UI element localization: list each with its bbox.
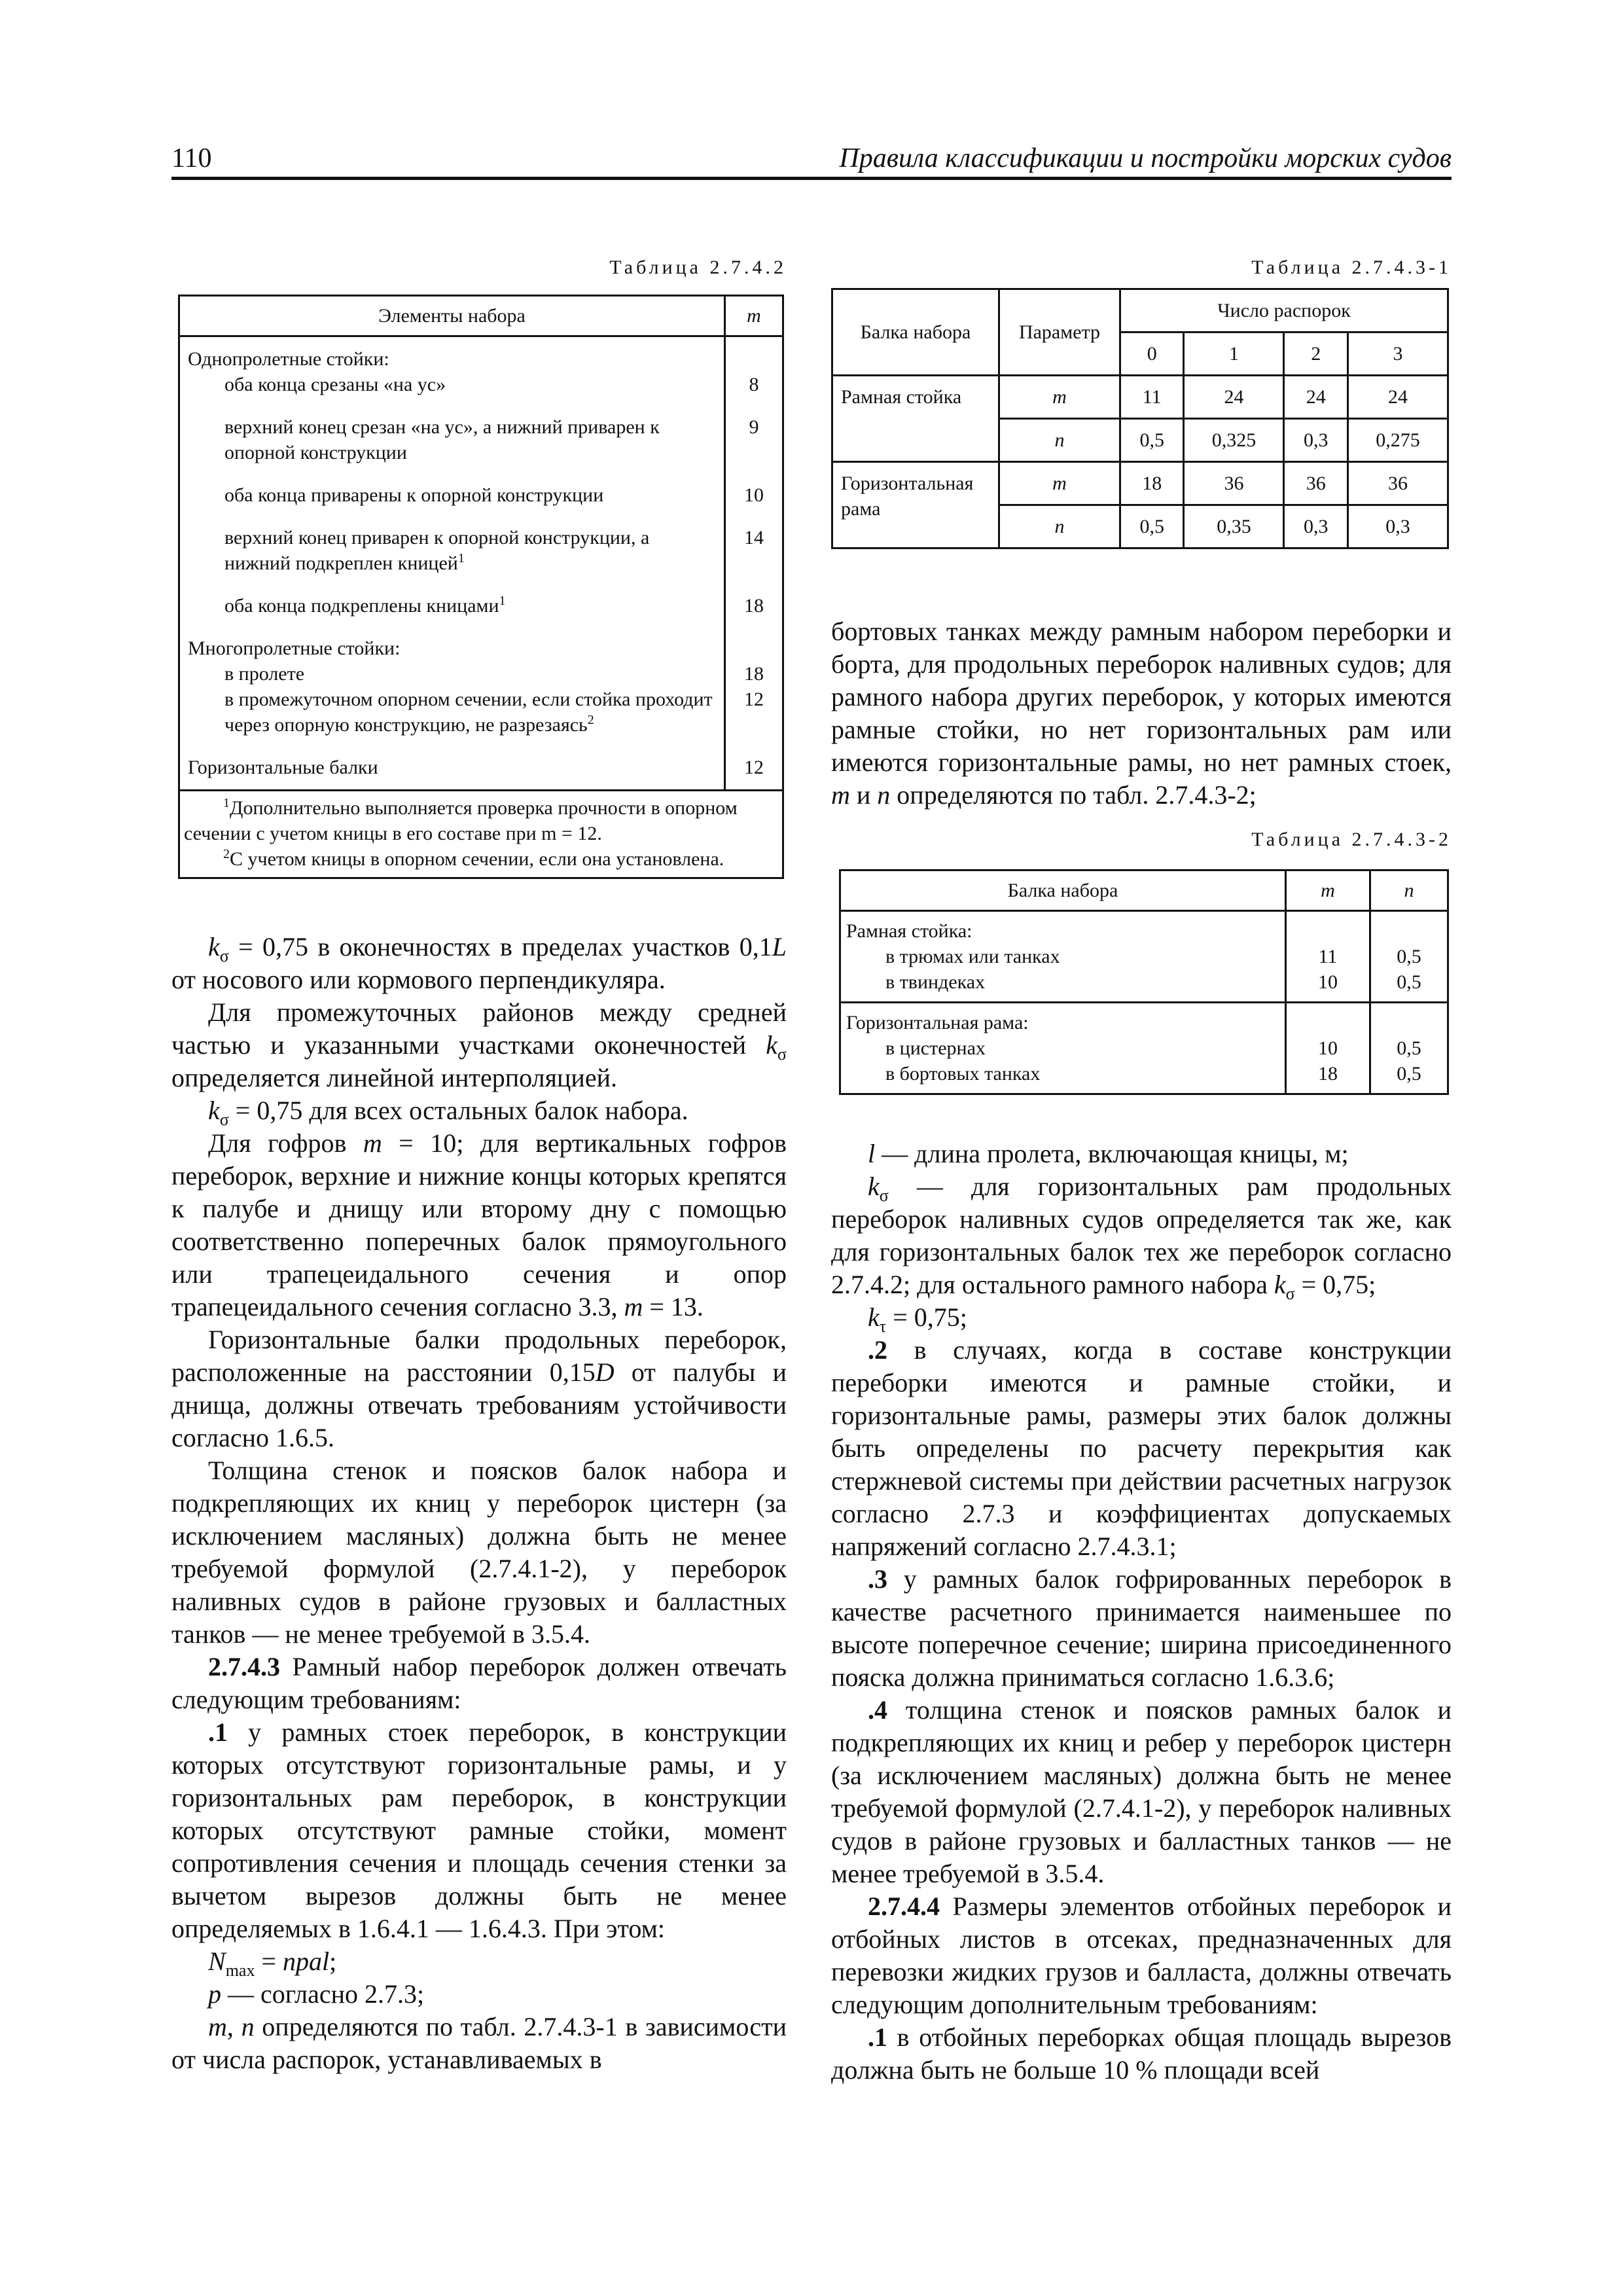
row-m: 10 <box>744 484 764 506</box>
table-row: n 0,5 0,325 0,3 0,275 <box>832 419 1448 462</box>
table1-header-m: m <box>725 296 783 336</box>
struts-2: 2 <box>1284 332 1347 376</box>
footnote-2: С учетом кницы в опорном сечении, если она установлена. <box>230 848 724 870</box>
row-text: верхний конец приварен к опорной конструкции, а нижний подкреплен кницей$^1$ <box>224 527 650 574</box>
row-m: 18 <box>744 595 764 617</box>
table3-header-n: n <box>1370 870 1448 911</box>
beam-frame-strut: Рамная стойка <box>832 376 999 462</box>
table2-header-beam: Балка набора <box>832 289 999 376</box>
row-m: 12 <box>744 757 764 778</box>
table-row <box>179 336 783 791</box>
row-text: в промежуточном опорном сечении, если стойка проходит через опорную конструкцию, не разрезаясь$^2$ <box>224 689 713 736</box>
struts-1: 1 <box>1184 332 1284 376</box>
beam-horizontal-frame: Горизонтальная рама <box>832 462 999 548</box>
struts-3: 3 <box>1347 332 1448 376</box>
row-m: 14 <box>744 527 764 548</box>
table2-header-param: Параметр <box>999 289 1120 376</box>
right-column-text-2: l — длина пролета, включающая кницы, м; $k_\sigma$ — для горизонтальных рам продольных переборок наливных судов определяется так же, как для горизонтальных балок тех же переборок согласно 2.7.4.2; для остального рамного набора $k_\sigma = 0,75$; $k_\tau = 0,75$; .2 в случаях, когда в составе конструкции переборки имеются и рамные стойки, и горизонтальные рамы, размеры этих балок должны быть определены по расчету перекрытия как стержневой системы при действии расчетных нагрузок согласно 2.7.3 и коэффициентах допускаемых напряжений согласно 2.7.4.3.1; .3 у рамных балок гофрированных переборок в качестве расчетного принимается наименьшее по высоте поперечное сечение; ширина присоединенного пояска должна приниматься согласно 1.6.3.6; .4 толщина стенок и поясков рамных балок и подкрепляющих их книц и ребер у переборок цистерн (за исключением масляных) должна быть не менее требуемой формулой (2.7.4.1-2), у переборок наливных судов в районе грузовых и балластных танков — не менее требуемой в 3.5.4. 2.7.4.4 Размеры элементов отбойных переборок и отбойных листов в отсеках, предназначенных для перевозки жидких грузов и балласта, должны отвечать следующим дополнительным требованиям: .1 в отбойных переборках общая площадь вырезов должна быть не больше 10 % площади всей <box>831 1139 1452 2085</box>
row-text: оба конца срезаны «на ус» <box>224 374 446 395</box>
header-rule <box>171 177 1452 180</box>
table3-header-beam: Балка набора <box>840 870 1286 911</box>
row-text: оба конца приварены к опорной конструкции <box>224 484 604 506</box>
running-title: Правила классификации и постройки морских судов <box>839 143 1452 173</box>
table-2-7-4-3-2 <box>839 869 1449 1095</box>
table-row: Рамная стойка m 11 24 24 24 <box>832 376 1448 419</box>
row-text: верхний конец срезан «на ус», а нижний приварен к опорной конструкции <box>224 416 660 463</box>
footnote-1: Дополнительно выполняется проверка прочности в опорном сечении с учетом кницы в его составе при m = 12. <box>184 797 738 844</box>
struts-0: 0 <box>1120 332 1184 376</box>
table2-header-struts: Число распорок <box>1120 289 1448 332</box>
row-text: Многопролетные стойки: <box>188 637 401 659</box>
row-m: 18 <box>744 663 764 685</box>
left-column-text: $k_\sigma = 0,75$ в оконечностях в пределах участков 0,1L от носового или кормового перпендикуляра. Для промежуточных районов между средней частью и указанными участками оконечностей $k_\sigma$ определяется линейной интерполяцией. $k_\sigma = 0,75$ для всех остальных балок набора. Для гофров m = 10; для вертикальных гофров переборок, верхние и нижние концы которых крепятся к палубе и днищу или второму дну с помощью соответственно поперечных балок прямоугольного или трапецеидального сечения и опор трапецеидального сечения согласно 3.3, m = 13. Горизонтальные балки продольных переборок, расположенные на расстоянии 0,15D от палубы и днища, должны отвечать требованиям устойчивости согласно 1.6.5. Толщина стенок и поясков балок набора и подкрепляющих их книц у переборок цистерн (за исключением масляных) должна быть не менее требуемой формулой (2.7.4.1-2), у переборок наливных судов в районе грузовых и балластных танков — не менее требуемой в 3.5.4. 2.7.4.3 Рамный набор переборок должен отвечать следующим требованиям: .1 у рамных стоек переборок, в конструкции которых отсутствуют горизонтальные рамы, и у горизонтальных рам переборок, в конструкции которых отсутствуют рамные стойки, момент сопротивления сечения и площадь сечения стенки за вычетом вырезов должны быть не менее определяемых в 1.6.4.1 — 1.6.4.3. При этом: $N_{max}$ = npal; p — согласно 2.7.3; m, n определяются по табл. 2.7.4.3-1 в зависимости от числа распорок, устанавливаемых в <box>171 932 787 2074</box>
table-row: Горизонтальная рама: в цистернах в бортовых танках 10 18 0,5 0,5 <box>840 1003 1448 1094</box>
row-text: Однопролетные стойки: <box>188 348 389 370</box>
row-text: оба конца подкреплены кницами$^1$ <box>224 594 506 617</box>
table1-footnotes: $^1$Дополнительно выполняется проверка прочности в опорном сечении с учетом кницы в его составе при m = 12. $^2$С учетом кницы в опорном сечении, если она установлена. <box>179 791 783 878</box>
page-number: 110 <box>171 143 212 173</box>
table3-header-m: m <box>1286 870 1370 911</box>
table-2-7-4-2 <box>178 295 784 879</box>
table-2-7-4-3-1 <box>831 288 1449 549</box>
table-2-7-4-3-1-caption: Таблица 2.7.4.3-1 <box>1251 257 1452 278</box>
right-column-text-1: бортовых танках между рамным набором переборки и борта, для продольных переборок наливных судов; для рамного набора других переборок, у которых имеются рамные стойки, но нет горизонтальных рам или имеются горизонтальные рамы, но нет рамных стоек, m и n определяются по табл. 2.7.4.3-2; <box>831 617 1452 810</box>
row-m: 12 <box>744 689 764 710</box>
row-m: 9 <box>749 416 759 438</box>
table1-header-elements: Элементы набора <box>179 296 725 336</box>
table-row: Рамная стойка: в трюмах или танках в твиндеках 11 10 0,5 0,5 <box>840 911 1448 1003</box>
row-text: Горизонтальные балки <box>188 757 378 778</box>
table-row: n 0,5 0,35 0,3 0,3 <box>832 505 1448 548</box>
row-m: 8 <box>749 374 759 395</box>
table-2-7-4-2-caption: Таблица 2.7.4.2 <box>609 257 787 278</box>
row-text: в пролете <box>224 663 305 685</box>
table-row: Горизонтальная рама m 18 36 36 36 <box>832 462 1448 505</box>
table-2-7-4-3-2-caption: Таблица 2.7.4.3-2 <box>1251 829 1452 850</box>
